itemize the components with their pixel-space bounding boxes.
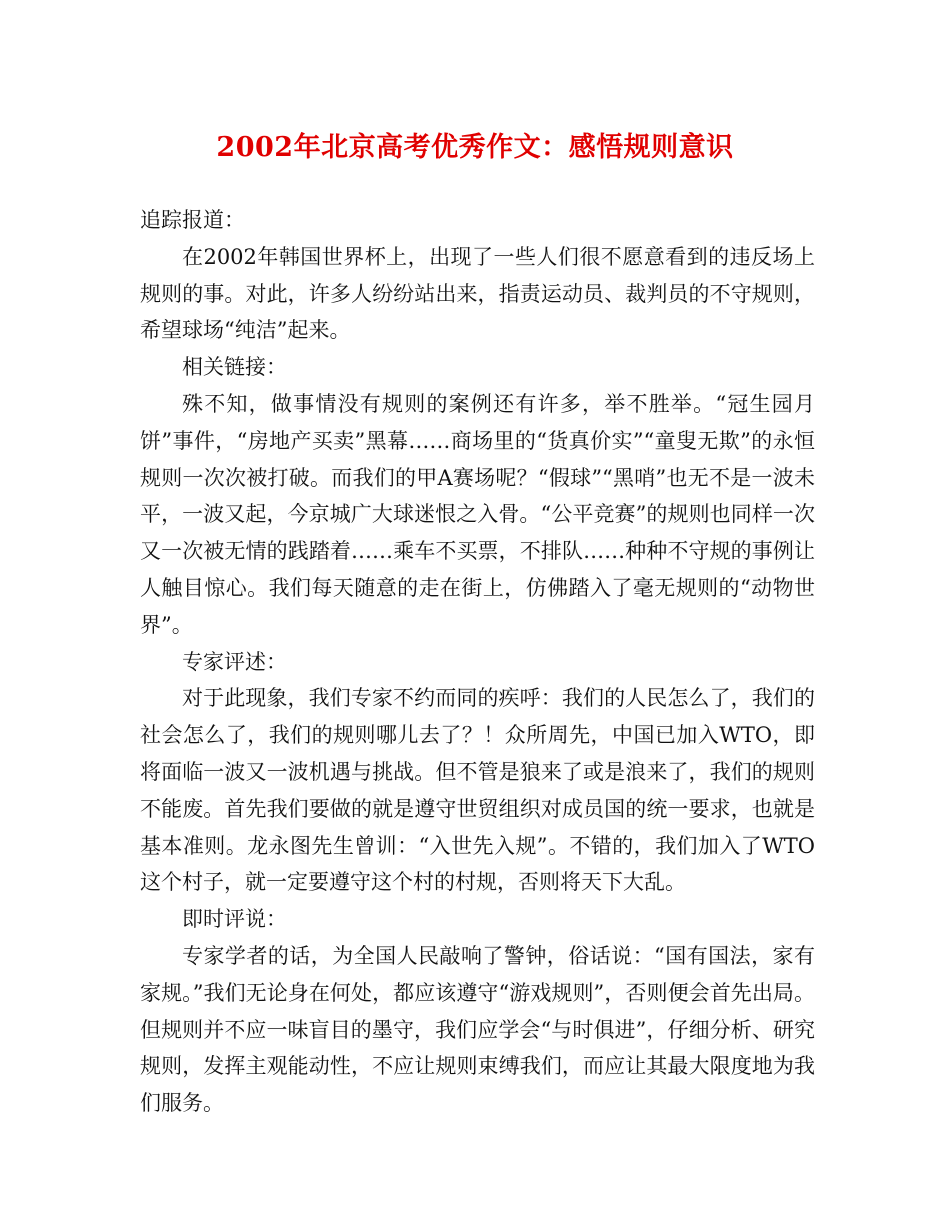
section-label-instant-comment: 即时评说： [182, 907, 287, 932]
paragraph-instant-comment: 专家学者的话，为全国人民敲响了警钟，俗话说：“国有国法，家有家规。”我们无论身在何处，都应该遵守“游戏规则”，否则便会首先出局。但规则并不应一味盲目的墨守，我们应学会“与时俱进”，仔细分析、研究规则，发挥主观能动性，不应让规则束缚我们，而应让其最大限度地为我们服务。 [140, 943, 815, 1116]
section-label-tracking: 追踪报道： [140, 208, 245, 232]
paragraph-related-links: 殊不知，做事情没有规则的案例还有许多，举不胜举。“冠生园月饼”事件，“房地产买卖”黑幕……商场里的“货真价实”“童叟无欺”的永恒规则一次次被打破。而我们的甲A赛场呢？“假球”“黑哨”也无不是一波未平，一波又起，今京城广大球迷恨之入骨。“公平竞赛”的规则也同样一次又一次被无情的践踏着……乘车不买票，不排队……种种不守规的事例让人触目惊心。我们每天随意的走在街上，仿佛踏入了毫无规则的“动物世界”。 [140, 391, 815, 637]
paragraph-expert-review: 对于此现象，我们专家不约而同的疾呼：我们的人民怎么了，我们的社会怎么了，我们的规则哪儿去了？！众所周先，中国已加入WTO，即将面临一波又一波机遇与挑战。但不管是狼来了或是浪来了，我们的规则不能废。首先我们要做的就是遵守世贸组织对成员国的统一要求，也就是基本准则。龙永图先生曾训：“入世先入规”。不错的，我们加入了WTO这个村子，就一定要遵守这个村的村规，否则将天下大乱。 [140, 686, 815, 895]
section-label-related-links: 相关链接： [182, 355, 287, 380]
document-body [140, 202, 815, 1122]
document-title: 2002年北京高考优秀作文：感悟规则意识 [216, 132, 734, 163]
paragraph-tracking-report: 在2002年韩国世界杯上，出现了一些人们很不愿意看到的违反场上规则的事。对此，许多人纷纷站出来，指责运动员、裁判员的不守规则，希望球场“纯洁”起来。 [140, 244, 815, 343]
section-label-expert-review: 专家评述： [182, 649, 287, 674]
